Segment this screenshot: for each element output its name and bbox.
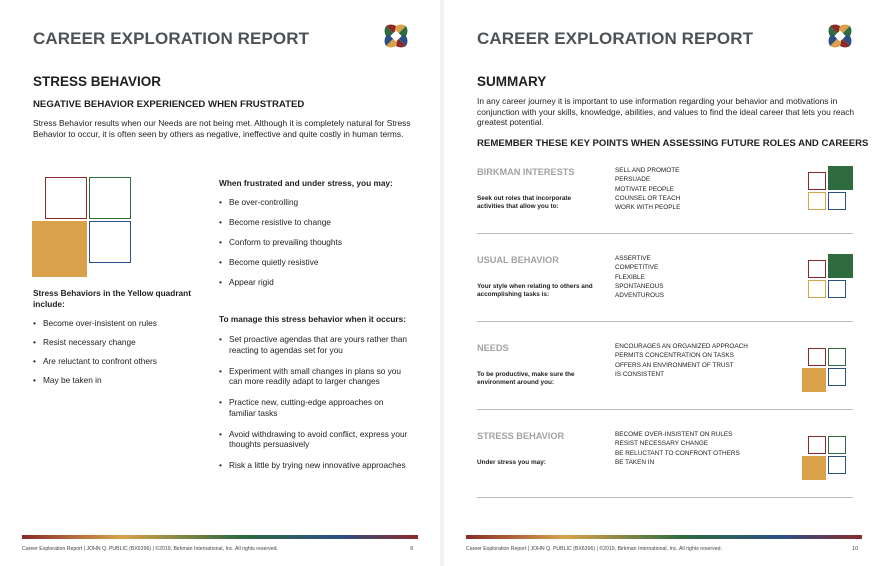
birkman-logo-icon	[382, 22, 410, 50]
list-item: PERSUADE	[615, 176, 651, 184]
row-divider	[477, 497, 853, 498]
list-item: BE RELUCTANT TO CONFRONT OTHERS	[615, 449, 740, 457]
quadrant-red	[808, 436, 826, 454]
summary-row-description: To be productive, make sure the environment around you:	[477, 371, 575, 386]
list-item: SPONTANEOUS	[615, 282, 664, 290]
footer-color-bar	[22, 535, 418, 539]
quadrant-heading: Stress Behaviors in the Yellow quadrant include:	[33, 288, 191, 309]
list-item: BE TAKEN IN	[615, 458, 655, 466]
quadrant-blue	[89, 221, 131, 263]
row-divider	[477, 409, 853, 410]
quadrant-red	[45, 177, 87, 219]
list-item: • Risk a little by trying new innovative approaches	[219, 460, 409, 471]
intro-paragraph: Stress Behavior results when our Needs are not being met. Although it is completely natural for Stress Behavior to occur, it is often seen by others as negative, ineffective and quite costly in human terms.	[33, 118, 411, 139]
row-divider	[477, 233, 853, 234]
quadrant-blue	[828, 368, 846, 386]
section-title: SUMMARY	[477, 74, 547, 89]
quadrant-red	[808, 260, 826, 278]
report-title: CAREER EXPLORATION REPORT	[33, 29, 310, 48]
summary-row-label: BIRKMAN INTERESTS	[477, 167, 575, 177]
list-item: • Resist necessary change	[33, 337, 208, 348]
summary-row-label: NEEDS	[477, 343, 509, 353]
list-item: MOTIVATE PEOPLE	[615, 185, 675, 193]
list-item: • Practice new, cutting-edge approaches on familiar tasks	[219, 397, 409, 418]
manage-heading: To manage this stress behavior when it occurs:	[219, 314, 407, 324]
list-item: • Become over-insistent on rules	[33, 318, 208, 329]
quadrant-green	[828, 166, 853, 190]
quadrant-blue	[828, 456, 846, 474]
page-number: 10	[852, 546, 859, 552]
list-item: BECOME OVER-INSISTENT ON RULES	[615, 431, 733, 438]
quadrant-blue	[828, 280, 846, 298]
summary-row-description: Seek out roles that incorporate activities that allow you to:	[477, 195, 572, 210]
footer-color-bar	[466, 535, 862, 539]
quadrant-list	[33, 318, 208, 386]
list-item: • Be over-controlling	[219, 197, 409, 208]
section-subtitle: NEGATIVE BEHAVIOR EXPERIENCED WHEN FRUSTRATED	[33, 99, 305, 110]
list-item: SELL AND PROMOTE	[615, 167, 680, 174]
summary-row-description: Under stress you may:	[477, 459, 546, 466]
quadrant-green	[828, 348, 846, 366]
summary-row-items	[615, 342, 748, 379]
frustrated-heading: When frustrated and under stress, you may:	[219, 178, 393, 188]
list-item: ADVENTUROUS	[615, 292, 665, 300]
list-item: • Set proactive agendas that are yours rather than reacting to agendas set for you	[219, 334, 409, 355]
intro-paragraph: In any career journey it is important to use information regarding your behavior and motivations in conjunction with your skills, knowledge, abilities, and values to find the ideal career that lets you reach greatest potential.	[477, 96, 855, 128]
list-item: WORK WITH PEOPLE	[615, 204, 681, 212]
birkman-logo-icon	[826, 22, 854, 50]
page-number: 9	[410, 546, 414, 552]
quadrant-yellow	[802, 368, 826, 392]
report-title: CAREER EXPLORATION REPORT	[477, 29, 754, 48]
footer-text: Career Exploration Report | JOHN Q. PUBLIC (BX6396) | ©2019, Birkman International, Inc. All rights reserved.	[466, 546, 722, 552]
quadrant-yellow	[808, 192, 826, 210]
quadrant-red	[808, 172, 826, 190]
list-item: FLEXIBLE	[615, 273, 645, 281]
manage-list	[219, 334, 409, 471]
list-item: COMPETITIVE	[615, 264, 659, 272]
list-item: PERMITS CONCENTRATION ON TASKS	[615, 352, 734, 360]
list-item: OFFERS AN ENVIRONMENT OF TRUST	[615, 361, 734, 369]
list-item: • Are reluctant to confront others	[33, 356, 208, 367]
list-item: • Avoid withdrawing to avoid conflict, express your thoughts persuasively	[219, 429, 409, 450]
summary-row-items	[615, 166, 680, 212]
section-title: STRESS BEHAVIOR	[33, 74, 162, 89]
summary-row-label: STRESS BEHAVIOR	[477, 431, 565, 441]
list-item: • Conform to prevailing thoughts	[219, 237, 409, 248]
frustrated-list	[219, 197, 409, 288]
list-item: • May be taken in	[33, 375, 208, 386]
list-item: • Experiment with small changes in plans so you can more readily adapt to larger changes	[219, 366, 409, 387]
quadrant-green	[828, 254, 853, 278]
quadrant-yellow	[32, 221, 87, 277]
report-page-10	[444, 0, 880, 566]
list-item: ASSERTIVE	[615, 255, 651, 262]
row-divider	[477, 321, 853, 322]
section-subtitle: REMEMBER THESE KEY POINTS WHEN ASSESSING FUTURE ROLES AND CAREERS	[477, 138, 869, 149]
quadrant-green	[828, 436, 846, 454]
list-item: • Appear rigid	[219, 277, 409, 288]
quadrant-yellow	[808, 280, 826, 298]
quadrant-green	[89, 177, 131, 219]
summary-row-items	[615, 430, 740, 467]
footer-text: Career Exploration Report | JOHN Q. PUBLIC (BX6396) | ©2019, Birkman International, Inc. All rights reserved.	[22, 546, 278, 552]
list-item: ENCOURAGES AN ORGANIZED APPROACH	[615, 343, 748, 350]
quadrant-blue	[828, 192, 846, 210]
list-item: • Become resistive to change	[219, 217, 409, 228]
quadrant-yellow	[802, 456, 826, 480]
list-item: COUNSEL OR TEACH	[615, 194, 681, 202]
quadrant-red	[808, 348, 826, 366]
summary-row-description: Your style when relating to others and accomplishing tasks is:	[477, 283, 593, 298]
summary-row-label: USUAL BEHAVIOR	[477, 255, 559, 265]
summary-row-items	[615, 254, 664, 300]
list-item: • Become quietly resistive	[219, 257, 409, 268]
list-item: IS CONSISTENT	[615, 370, 665, 378]
list-item: RESIST NECESSARY CHANGE	[615, 440, 709, 448]
